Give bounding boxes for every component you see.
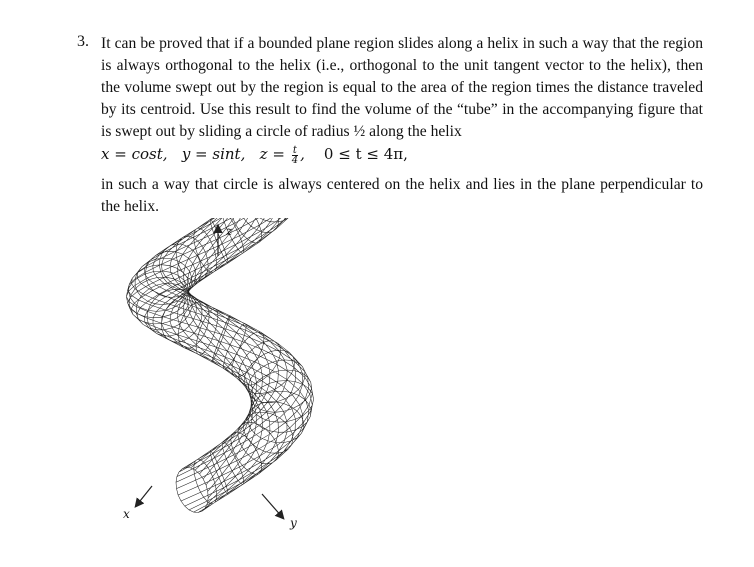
tube-mesh [126,218,313,513]
tube-wireframe [126,218,313,513]
problem-paragraph-1: It can be proved that if a bounded plane region slides along a helix in such a way that the region is always orthogonal to the helix (i.e., orthogonal to the unit tangent vector to the helix), then the volume swept out by the region is equal to the area of the region times the distance traveled by its centroid. Use this result to find the volume of the “tube” in the accompanying figure that is swept out by sliding a circle of radius ½ along the helix [101,35,703,140]
equation-range: 0 ≤ t ≤ 4π, [323,145,408,163]
fraction-denominator: 4 [291,154,299,166]
equation-y: y = sint, [181,145,246,163]
fraction-numerator: t [292,144,297,156]
x-axis [136,486,152,506]
equation-z-fraction [292,146,298,165]
problem-number: 3. [77,33,89,50]
equation-z-lhs: z = [259,145,285,163]
tube-drawing [100,218,330,536]
y-axis [262,494,283,518]
helix-tube-figure [100,218,330,536]
y-axis-label: y [290,516,297,530]
z-axis-label: z [226,224,233,238]
x-axis-label: x [123,507,130,521]
equation-z-tail: , [300,145,305,163]
helix-equation [101,145,408,165]
problem-paragraph-2: in such a way that circle is always centered on the helix and lies in the plane perpendicular to the helix. [101,176,703,215]
equation-x: x = cost, [101,145,168,163]
